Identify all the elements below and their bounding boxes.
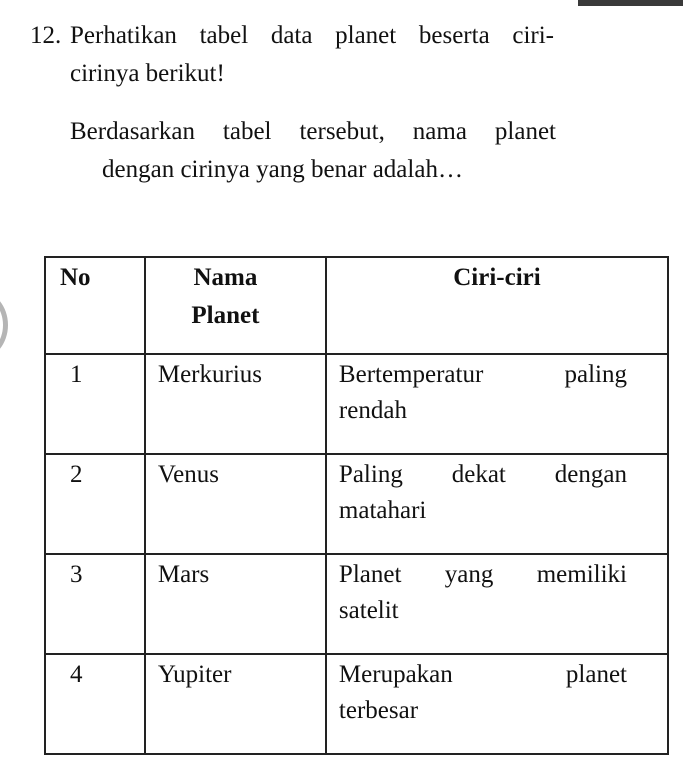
row-no: 2 bbox=[45, 454, 145, 554]
row-planet: Mars bbox=[145, 554, 326, 654]
row-planet: Yupiter bbox=[145, 654, 326, 754]
row-no: 4 bbox=[45, 654, 145, 754]
row-no: 3 bbox=[45, 554, 145, 654]
row-traits-line2: matahari bbox=[338, 497, 427, 524]
question-ask-line2: dengan cirinya yang benar adalah… bbox=[102, 156, 463, 183]
table-row bbox=[45, 454, 668, 554]
row-traits bbox=[326, 654, 668, 754]
row-traits bbox=[326, 454, 668, 554]
question-prompt-line1: Perhatikan tabel data planet beserta ciri- bbox=[70, 22, 554, 49]
table-row bbox=[45, 554, 668, 654]
row-traits-line1: Bertemperatur paling bbox=[338, 361, 627, 388]
row-traits-line1: Planet yang memiliki bbox=[338, 561, 627, 588]
row-traits-line1: Merupakan planet bbox=[338, 661, 627, 688]
row-traits-line2: rendah bbox=[338, 397, 407, 424]
row-planet: Merkurius bbox=[145, 354, 326, 454]
header-traits: Ciri-ciri bbox=[326, 257, 668, 354]
row-traits bbox=[326, 554, 668, 654]
row-no: 1 bbox=[45, 354, 145, 454]
question-number: 12. bbox=[30, 22, 62, 49]
row-traits-line2: terbesar bbox=[338, 697, 419, 724]
planet-table bbox=[44, 256, 669, 755]
table-row bbox=[45, 354, 668, 454]
question-prompt-line2: cirinya berikut! bbox=[70, 60, 225, 87]
header-planet-name-line1: Nama bbox=[193, 264, 258, 291]
row-planet: Venus bbox=[145, 454, 326, 554]
question-ask-line1: Berdasarkan tabel tersebut, nama planet bbox=[70, 118, 556, 145]
top-edge-bar bbox=[578, 0, 683, 6]
row-traits-line2: satelit bbox=[338, 597, 399, 624]
row-traits-line1: Paling dekat dengan bbox=[338, 461, 627, 488]
table-row bbox=[45, 654, 668, 754]
row-traits bbox=[326, 354, 668, 454]
header-no: No bbox=[45, 257, 145, 354]
table-header-row bbox=[45, 257, 668, 354]
header-planet-name-line2: Planet bbox=[191, 302, 260, 329]
header-planet-name bbox=[145, 257, 326, 354]
binder-ring-mark bbox=[0, 290, 8, 360]
